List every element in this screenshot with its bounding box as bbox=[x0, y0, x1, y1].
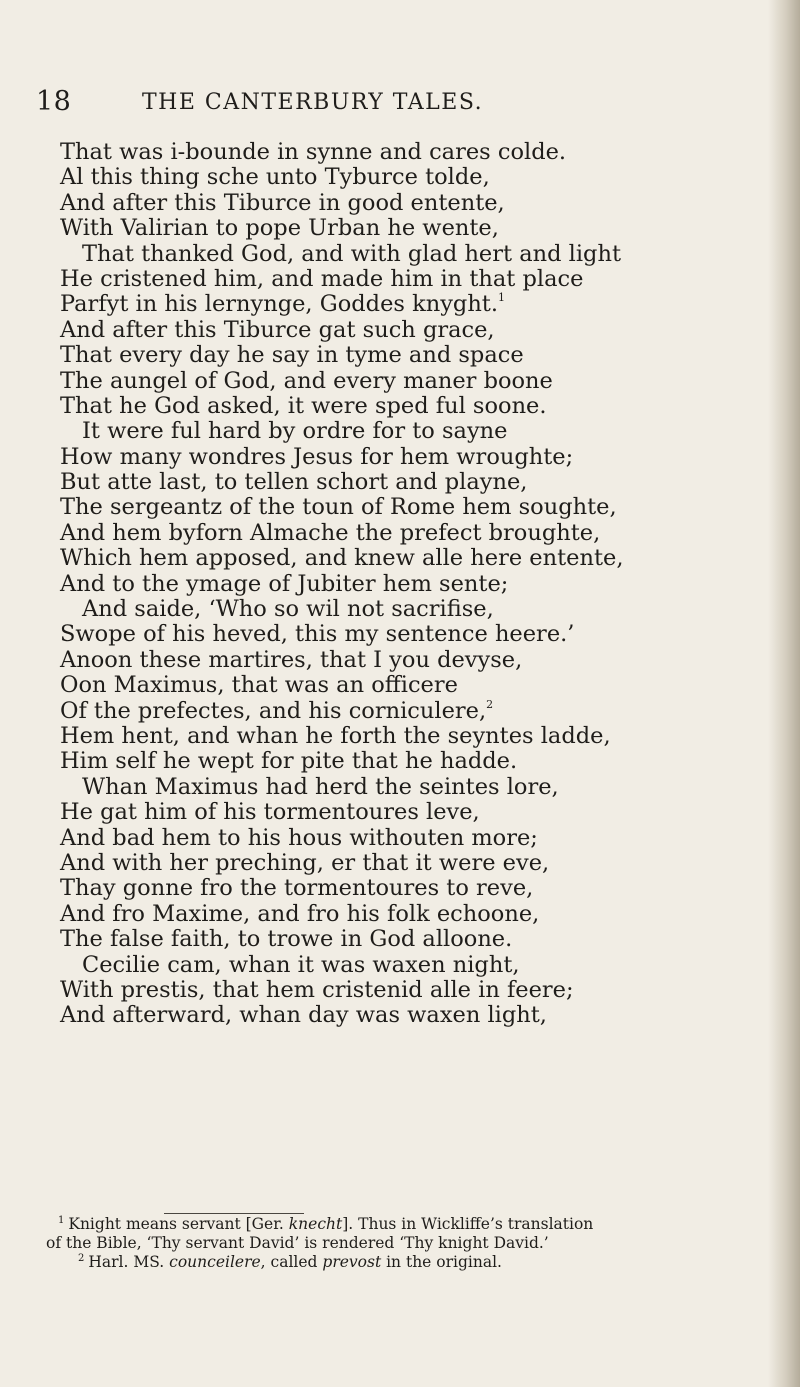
verse-text: Of the prefectes, and his corniculere, bbox=[60, 697, 487, 724]
verse-text: And hem byforn Almache the prefect broughte, bbox=[60, 519, 601, 546]
verse-text: It were ful hard by ordre for to sayne bbox=[82, 418, 508, 445]
footnote-2-term-2: prevost bbox=[322, 1253, 382, 1271]
verse-line bbox=[60, 216, 780, 241]
verse-text: The aungel of God, and every maner boone bbox=[60, 367, 553, 394]
verse-line bbox=[60, 953, 780, 978]
footnote-reference: 2 bbox=[486, 697, 494, 711]
verse-line bbox=[60, 699, 780, 724]
verse-line bbox=[60, 521, 780, 546]
verse-text: But atte last, to tellen schort and playne, bbox=[60, 469, 528, 496]
verse-line bbox=[60, 622, 780, 647]
verse-text: Thay gonne fro the tormentoures to reve, bbox=[60, 875, 534, 902]
footnote-reference: 1 bbox=[498, 291, 506, 305]
verse-text: Parfyt in his lernynge, Goddes knyght. bbox=[60, 291, 499, 318]
verse-line bbox=[60, 394, 780, 419]
verse-line bbox=[60, 851, 780, 876]
verse-text: Which hem apposed, and knew alle here entente, bbox=[60, 545, 624, 572]
verse-line bbox=[60, 749, 780, 774]
verse-line bbox=[60, 1003, 780, 1028]
verse-text: Al this thing sche unto Tyburce tolde, bbox=[60, 164, 490, 191]
verse-line bbox=[60, 318, 780, 343]
verse-line bbox=[60, 673, 780, 698]
verse-text: Cecilie cam, whan it was waxen night, bbox=[82, 951, 520, 978]
verse-text: Whan Maximus had herd the seintes lore, bbox=[82, 773, 559, 800]
verse-line bbox=[60, 470, 780, 495]
poem-text bbox=[60, 140, 780, 1029]
verse-text: And with her preching, er that it were eve, bbox=[60, 849, 550, 876]
footnote-1-text-b: ]. Thus in Wickliffe’s translation bbox=[342, 1215, 594, 1233]
verse-line bbox=[60, 978, 780, 1003]
verse-text: How many wondres Jesus for hem wroughte; bbox=[60, 443, 574, 470]
verse-line bbox=[60, 495, 780, 520]
verse-text: Him self he wept for pite that he hadde. bbox=[60, 748, 518, 775]
verse-text: Hem hent, and whan he forth the seyntes ladde, bbox=[60, 722, 611, 749]
verse-text: With Valirian to pope Urban he wente, bbox=[60, 215, 499, 242]
verse-text: And saide, ‘Who so wil not sacrifise, bbox=[82, 596, 494, 623]
verse-text: Oon Maximus, that was an officere bbox=[60, 672, 458, 699]
running-head: THE CANTERBURY TALES. bbox=[142, 90, 484, 115]
verse-line bbox=[60, 800, 780, 825]
verse-line bbox=[60, 724, 780, 749]
verse-text: And to the ymage of Jubiter hem sente; bbox=[60, 570, 509, 597]
verse-line bbox=[60, 140, 780, 165]
verse-line bbox=[60, 191, 780, 216]
verse-text: That he God asked, it were sped ful soone. bbox=[60, 392, 547, 419]
verse-text: He cristened him, and made him in that place bbox=[60, 265, 584, 292]
verse-line bbox=[60, 902, 780, 927]
verse-line bbox=[60, 826, 780, 851]
footnote-1-text-a: Knight means servant [Ger. bbox=[68, 1215, 289, 1233]
verse-text: The sergeantz of the toun of Rome hem soughte, bbox=[60, 494, 617, 521]
footnote-2 bbox=[46, 1253, 776, 1272]
footnote-2-term-1: counceilere bbox=[169, 1253, 261, 1271]
footnote-1-line-1 bbox=[46, 1215, 776, 1234]
verse-text: And bad hem to his hous withouten more; bbox=[60, 824, 538, 851]
footnote-rule bbox=[164, 1213, 304, 1214]
footnote-2-text-b: , called bbox=[260, 1253, 323, 1271]
verse-line bbox=[60, 546, 780, 571]
verse-text: That thanked God, and with glad hert and light bbox=[82, 240, 621, 267]
footnote-2-text-c: in the original. bbox=[381, 1253, 502, 1271]
verse-text: He gat him of his tormentoures leve, bbox=[60, 799, 480, 826]
verse-line bbox=[60, 572, 780, 597]
verse-text: Swope of his heved, this my sentence heere.’ bbox=[60, 621, 575, 648]
verse-line bbox=[60, 242, 780, 267]
verse-line bbox=[60, 343, 780, 368]
verse-text: And fro Maxime, and fro his folk echoone, bbox=[60, 900, 540, 927]
verse-text: And afterward, whan day was waxen light, bbox=[60, 1002, 547, 1029]
verse-text: And after this Tiburce in good entente, bbox=[60, 189, 505, 216]
footnote-2-text-a: Harl. MS. bbox=[88, 1253, 170, 1271]
verse-line bbox=[60, 165, 780, 190]
footnote-1-term: knecht bbox=[288, 1215, 343, 1233]
verse-line bbox=[60, 775, 780, 800]
verse-line bbox=[60, 292, 780, 317]
page-number: 18 bbox=[36, 86, 72, 117]
verse-text: The false faith, to trowe in God alloone. bbox=[60, 926, 513, 953]
verse-text: That was i-bounde in synne and cares colde. bbox=[60, 139, 567, 165]
verse-text: That every day he say in tyme and space bbox=[60, 342, 524, 369]
footnote-2-mark: 2 bbox=[78, 1253, 85, 1264]
verse-line bbox=[60, 445, 780, 470]
footnote-1-mark: 1 bbox=[58, 1215, 65, 1226]
footnotes bbox=[46, 1215, 776, 1272]
verse-line bbox=[60, 597, 780, 622]
page-header bbox=[36, 86, 696, 118]
verse-line bbox=[60, 369, 780, 394]
verse-text: Anoon these martires, that I you devyse, bbox=[60, 646, 523, 673]
verse-line bbox=[60, 648, 780, 673]
verse-line bbox=[60, 267, 780, 292]
verse-line bbox=[60, 927, 780, 952]
footnote-1-line-2: of the Bible, ‘Thy servant David’ is rendered ‘Thy knight David.’ bbox=[46, 1234, 549, 1252]
verse-line bbox=[60, 876, 780, 901]
verse-text: With prestis, that hem cristenid alle in feere; bbox=[60, 976, 574, 1003]
verse-line bbox=[60, 419, 780, 444]
verse-text: And after this Tiburce gat such grace, bbox=[60, 316, 495, 343]
